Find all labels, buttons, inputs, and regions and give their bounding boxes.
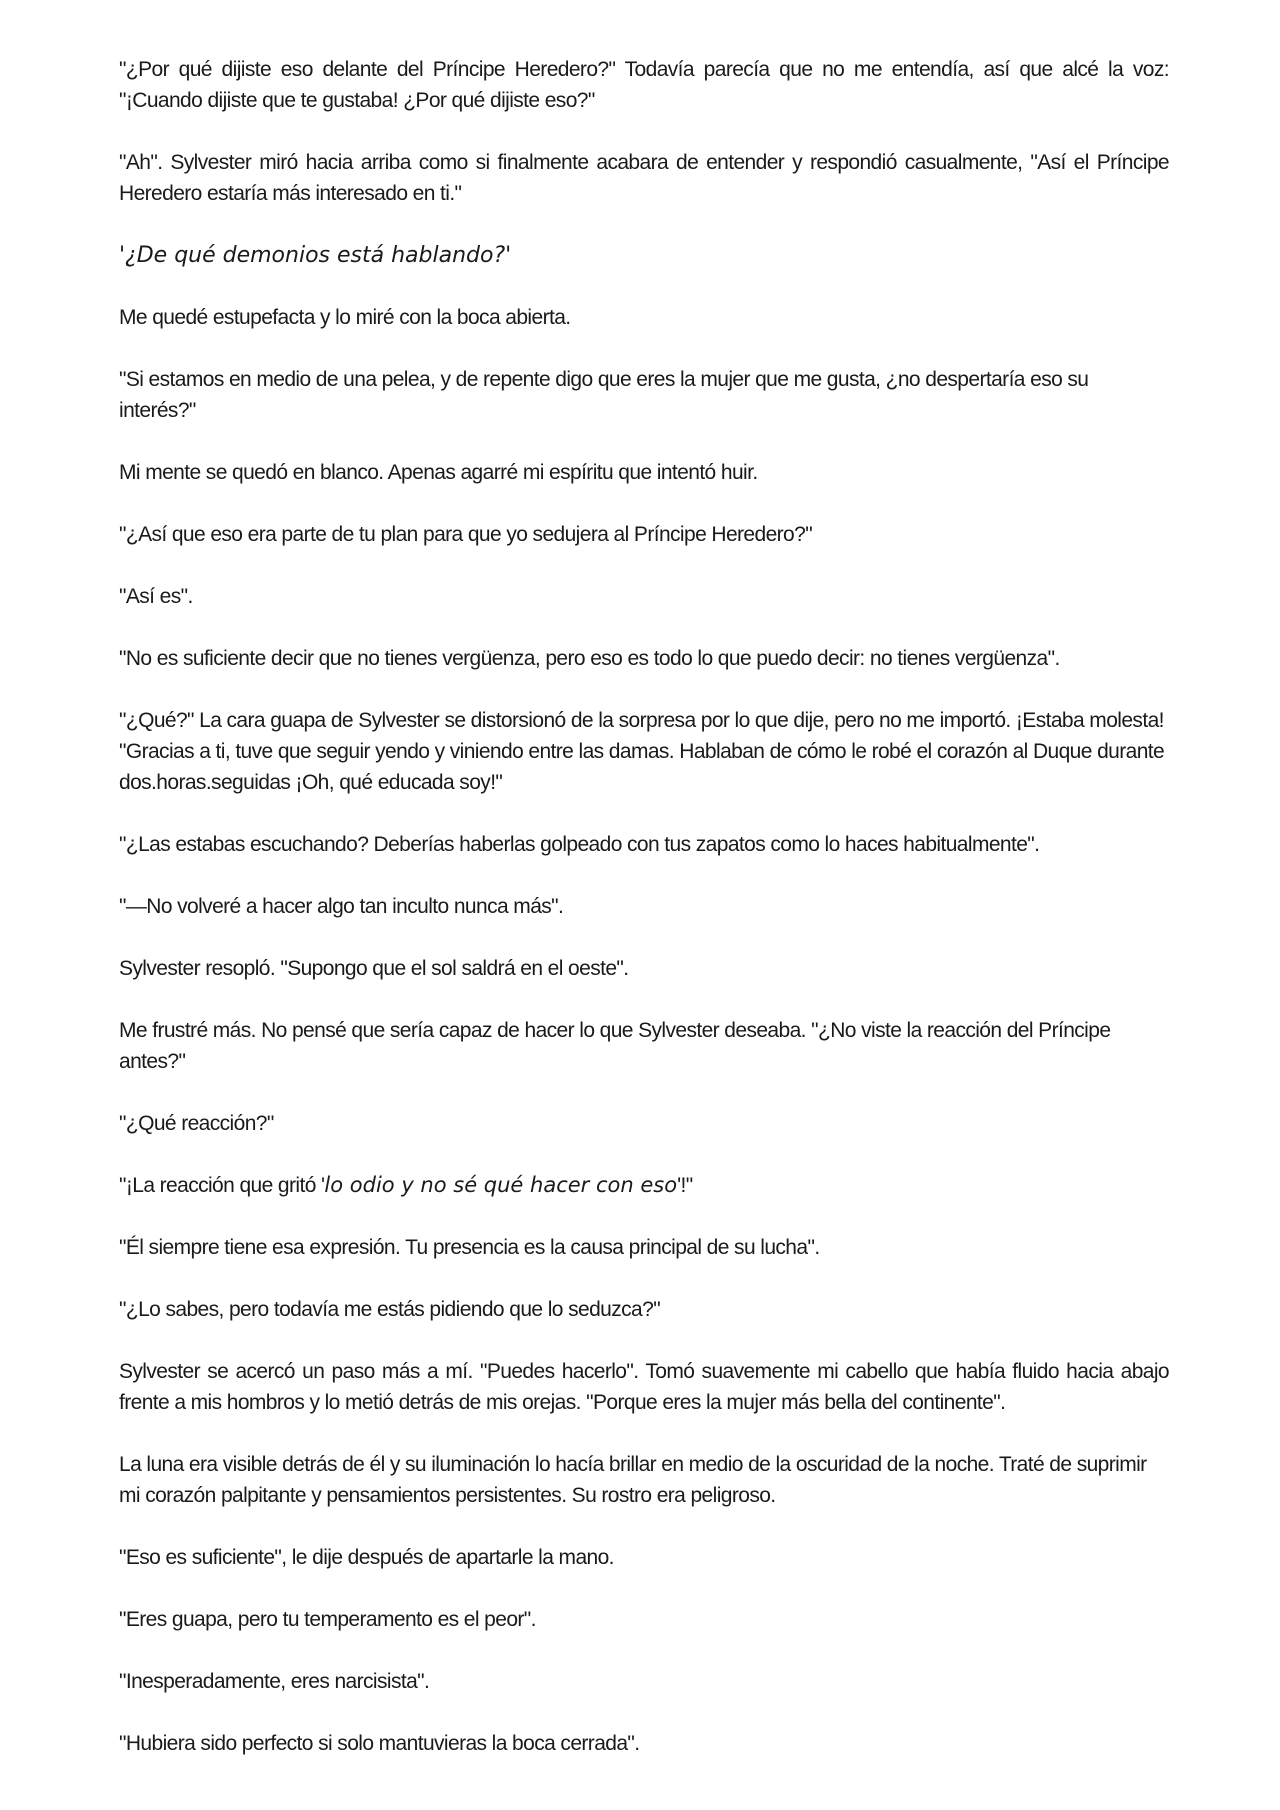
paragraph: "No es suficiente decir que no tienes vergüenza, pero eso es todo lo que puedo decir: no tienes vergüenza".: [119, 647, 1060, 670]
paragraph-text-after: '!": [677, 1174, 693, 1197]
paragraph: Me quedé estupefacta y lo miré con la boca abierta.: [119, 306, 571, 329]
paragraph: "¿Lo sabes, pero todavía me estás pidiendo que lo seduzca?": [119, 1298, 661, 1321]
paragraph: "¿Las estabas escuchando? Deberías haberlas golpeado con tus zapatos como lo haces habitualmente".: [119, 833, 1040, 856]
paragraph: "¿Qué?" La cara guapa de Sylvester se distorsionó de la sorpresa por lo que dije, pero no me importó. ¡Estaba molesta! "Gracias a ti, tuve que seguir yendo y viniendo entre las damas. Hablaban de cómo le robé el corazón al Duque durante dos.horas.seguidas ¡Oh, qué educada soy!": [119, 709, 1165, 794]
document-page: [119, 54, 1169, 1790]
paragraph: "¿Así que eso era parte de tu plan para que yo sedujera al Príncipe Heredero?": [119, 523, 813, 546]
paragraph-with-emphasis: [119, 1170, 1169, 1201]
paragraph: Mi mente se quedó en blanco. Apenas agarré mi espíritu que intentó huir.: [119, 461, 758, 484]
paragraph: La luna era visible detrás de él y su iluminación lo hacía brillar en medio de la oscuridad de la noche. Traté de suprimir mi corazón palpitante y pensamientos persistentes. Su rostro era peligroso.: [119, 1453, 1147, 1507]
paragraph: "Ah". Sylvester miró hacia arriba como si finalmente acabara de entender y respondió casualmente, "Así el Príncipe Heredero estaría más interesado en ti.": [119, 151, 1169, 205]
paragraph: "Eso es suficiente", le dije después de apartarle la mano.: [119, 1546, 614, 1569]
paragraph: "¿Qué reacción?": [119, 1112, 274, 1135]
paragraph: "—No volveré a hacer algo tan inculto nunca más".: [119, 895, 564, 918]
paragraph: Sylvester resopló. "Supongo que el sol saldrá en el oeste".: [119, 957, 629, 980]
paragraph: "Inesperadamente, eres narcisista".: [119, 1670, 430, 1693]
paragraph: "Eres guapa, pero tu temperamento es el peor".: [119, 1608, 536, 1631]
paragraph: "Hubiera sido perfecto si solo mantuvieras la boca cerrada".: [119, 1732, 640, 1755]
paragraph-text-before: "¡La reacción que gritó ': [119, 1174, 325, 1197]
paragraph: Sylvester se acercó un paso más a mí. "Puedes hacerlo". Tomó suavemente mi cabello que había fluido hacia abajo frente a mis hombros y lo metió detrás de mis orejas. "Porque eres la mujer más bella del continente".: [119, 1360, 1169, 1414]
inner-thought: '¿De qué demonios está hablando?': [119, 243, 512, 268]
emphasized-quote: lo odio y no sé qué hacer con eso: [324, 1173, 678, 1197]
paragraph: "Él siempre tiene esa expresión. Tu presencia es la causa principal de su lucha".: [119, 1236, 820, 1259]
paragraph: Me frustré más. No pensé que sería capaz de hacer lo que Sylvester deseaba. "¿No viste la reacción del Príncipe antes?": [119, 1019, 1111, 1073]
paragraph: "Así es".: [119, 585, 193, 608]
paragraph: "Si estamos en medio de una pelea, y de repente digo que eres la mujer que me gusta, ¿no despertaría eso su interés?": [119, 368, 1089, 422]
paragraph: "¿Por qué dijiste eso delante del Príncipe Heredero?" Todavía parecía que no me entendía, así que alcé la voz: "¡Cuando dijiste que te gustaba! ¿Por qué dijiste eso?": [119, 58, 1169, 112]
